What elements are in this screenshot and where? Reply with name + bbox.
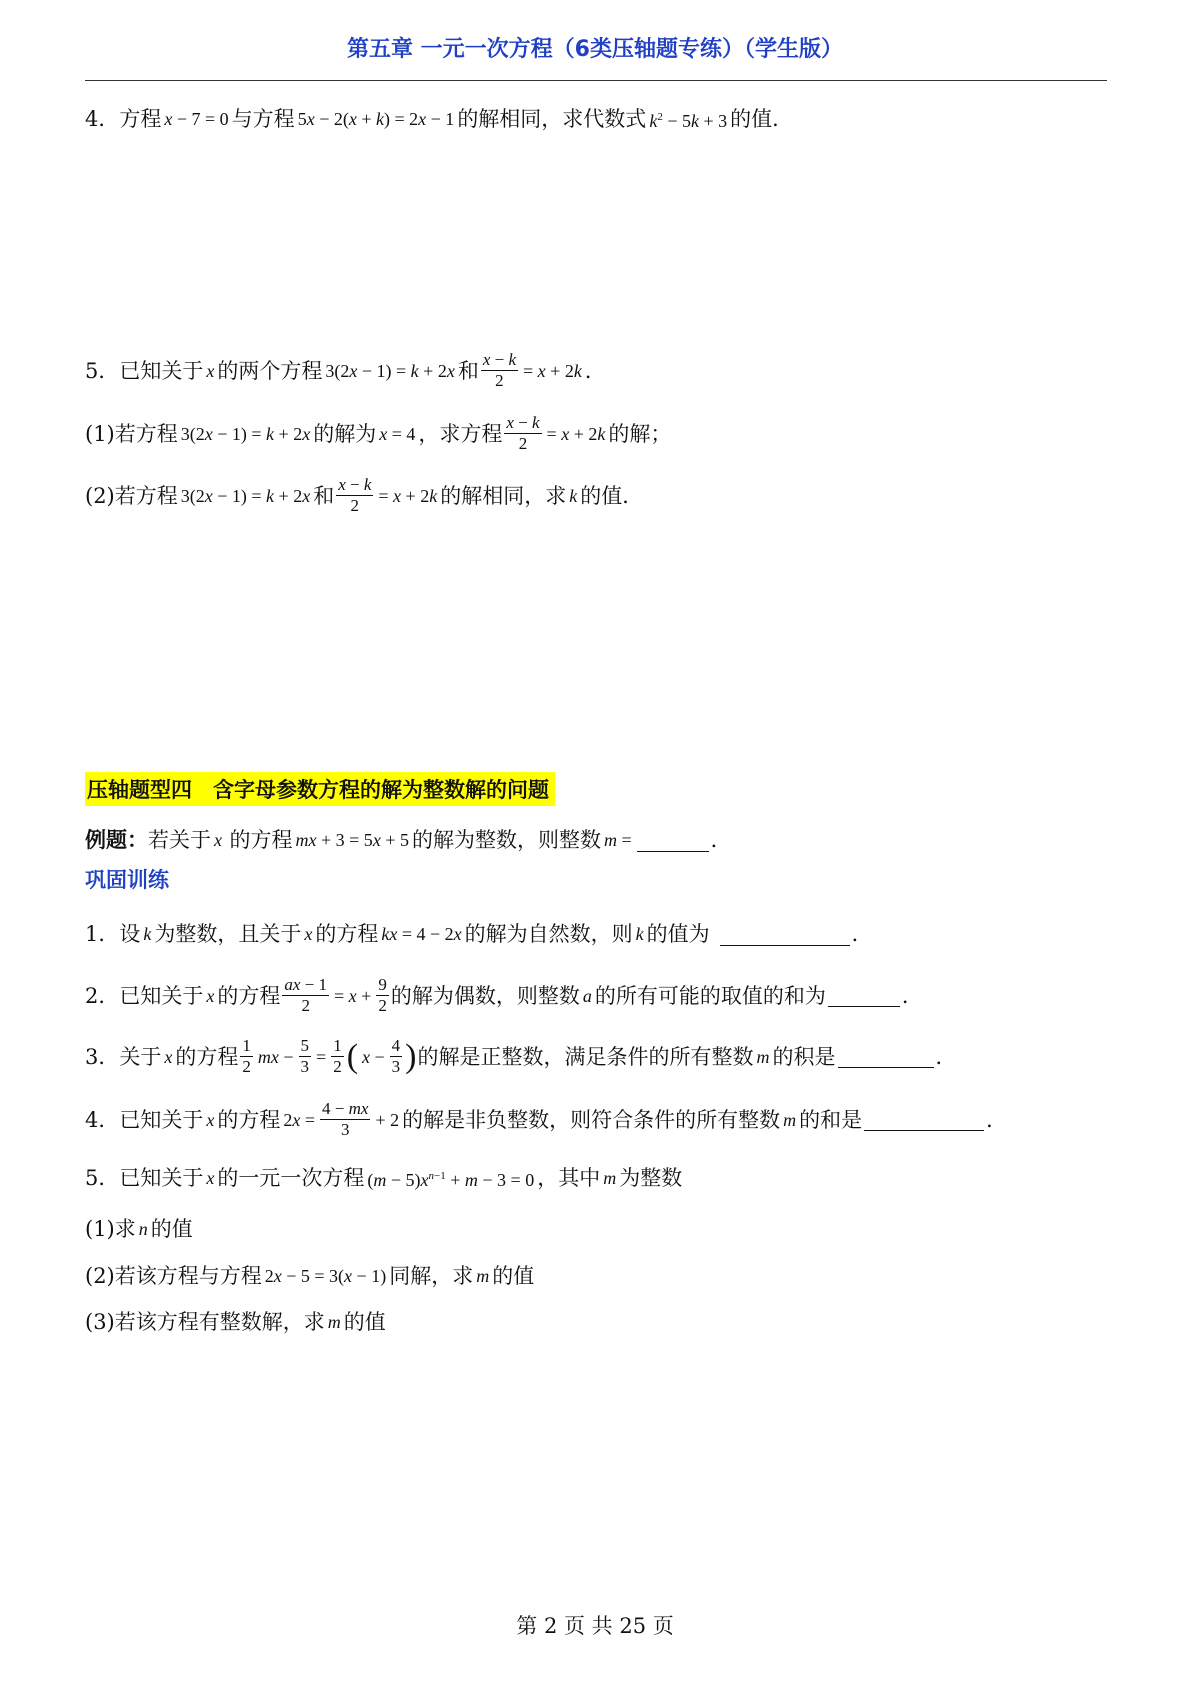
practice-question-3: 3． 关于 x 的方程 $\frac{1}{2}$ mx − $\frac{5}{3}$ = $\frac{1}{2}$ ( x − $\frac{4}{3}$ ) 的解是正整数，满足条件的所有整数 m 的积是 ． — [85, 1036, 957, 1076]
example: 例题： 若关于 x 的方程 mx + 3 = 5x + 5 的解为整数，则整数 m = ． — [85, 824, 732, 856]
fraction: $\frac{9}{2}$ — [378, 975, 387, 1015]
answer-blank[interactable] — [828, 984, 900, 1007]
fraction: $\frac{1}{2}$ — [333, 1036, 342, 1076]
answer-blank[interactable] — [720, 923, 850, 946]
problem-5-part-2: (2)若方程 3(2x − 1) = k + 2x 和 $\frac{x - k}{2}$ = x + 2k 的解相同，求 k 的值． — [85, 475, 644, 515]
practice-question-5-part-3: (3)若该方程有整数解，求 m 的值 — [85, 1310, 386, 1334]
expression: $k^2 - 5k + 3$ — [649, 111, 728, 131]
problem-number: 4． — [85, 107, 120, 131]
header-divider — [85, 80, 1107, 81]
practice-question-1: 1． 设 k 为整数，且关于 x 的方程 kx = 4 − 2x 的解为自然数，则 k 的值为 ． — [85, 918, 873, 950]
section-heading: 压轴题型四 含字母参数方程的解为整数解的问题 — [85, 772, 555, 806]
equation: mx + 3 = 5x + 5 — [295, 830, 409, 850]
equation: x − 7 = 0 — [164, 109, 229, 129]
problem-4: 4． 方程 x − 7 = 0 与方程 5x − 2(x + k) = 2x − 1 的解相同，求代数式 $k^2 - 5k + 3$ 的值． — [85, 101, 793, 137]
answer-blank[interactable] — [864, 1108, 984, 1131]
equation: 3(2x − 1) = k + 2x — [325, 360, 455, 381]
practice-question-4: 4． 已知关于 x 的方程 2x = $\frac{4 - mx}{3}$ + 2 的解是非负整数，则符合条件的所有整数 m 的和是 ． — [85, 1099, 1008, 1139]
fraction: $\frac{4}{3}$ — [391, 1036, 401, 1076]
practice-question-2: 2． 已知关于 x 的方程 $\frac{ax - 1}{2}$ = x + $\frac{9}{2}$ 的解为偶数，则整数 a 的所有可能的取值的和为 ． — [85, 975, 923, 1015]
practice-heading: 巩固训练 — [85, 868, 169, 892]
equation: kx = 4 − 2x — [381, 924, 462, 944]
example-label: 例题： — [85, 828, 148, 852]
equation: 2x − 5 = 3(x − 1) — [264, 1266, 387, 1286]
equation: 3(2x − 1) = k + 2x — [180, 485, 311, 506]
equation: $(m - 5)x^{n-1} + m - 3 = 0$ — [367, 1170, 535, 1190]
fraction: $\frac{x - k}{2}$ — [482, 350, 517, 390]
problem-5-part-1: (1)若方程 3(2x − 1) = k + 2x 的解为 x = 4 ，求方程 $\frac{x - k}{2}$ = x + 2k 的解； — [85, 413, 672, 453]
answer-blank[interactable] — [637, 829, 709, 852]
problem-5: 5． 已知关于 x 的两个方程 3(2x − 1) = k + 2x 和 $\frac{x - k}{2}$ = x + 2k ． — [85, 350, 606, 390]
problem-number: 5． — [85, 358, 120, 383]
fraction: $\frac{1}{2}$ — [242, 1036, 251, 1076]
practice-question-5-part-2: (2)若该方程与方程 2x − 5 = 3(x − 1) 同解，求 m 的值 — [85, 1260, 534, 1292]
fraction: $\frac{4 - mx}{3}$ — [322, 1099, 369, 1139]
equation: 5x − 2(x + k) = 2x − 1 — [297, 109, 455, 129]
practice-question-5: 5． 已知关于 x 的一元一次方程 $(m - 5)x^{n-1} + m - 3 = 0$ ，其中 m 为整数 — [85, 1160, 682, 1196]
fraction: $\frac{ax - 1}{2}$ — [284, 975, 328, 1015]
fraction: $\frac{5}{3}$ — [300, 1036, 310, 1076]
page-title: 第五章 一元一次方程（6类压轴题专练）（学生版） — [347, 37, 843, 62]
fraction: $\frac{x - k}{2}$ — [338, 475, 372, 515]
practice-question-5-part-1: (1)求 n 的值 — [85, 1217, 193, 1241]
answer-blank[interactable] — [838, 1045, 934, 1068]
fraction: $\frac{x - k}{2}$ — [506, 413, 540, 453]
page-number: 第 2 页 共 25 页 — [516, 1614, 674, 1638]
equation: 3(2x − 1) = k + 2x — [180, 423, 311, 444]
